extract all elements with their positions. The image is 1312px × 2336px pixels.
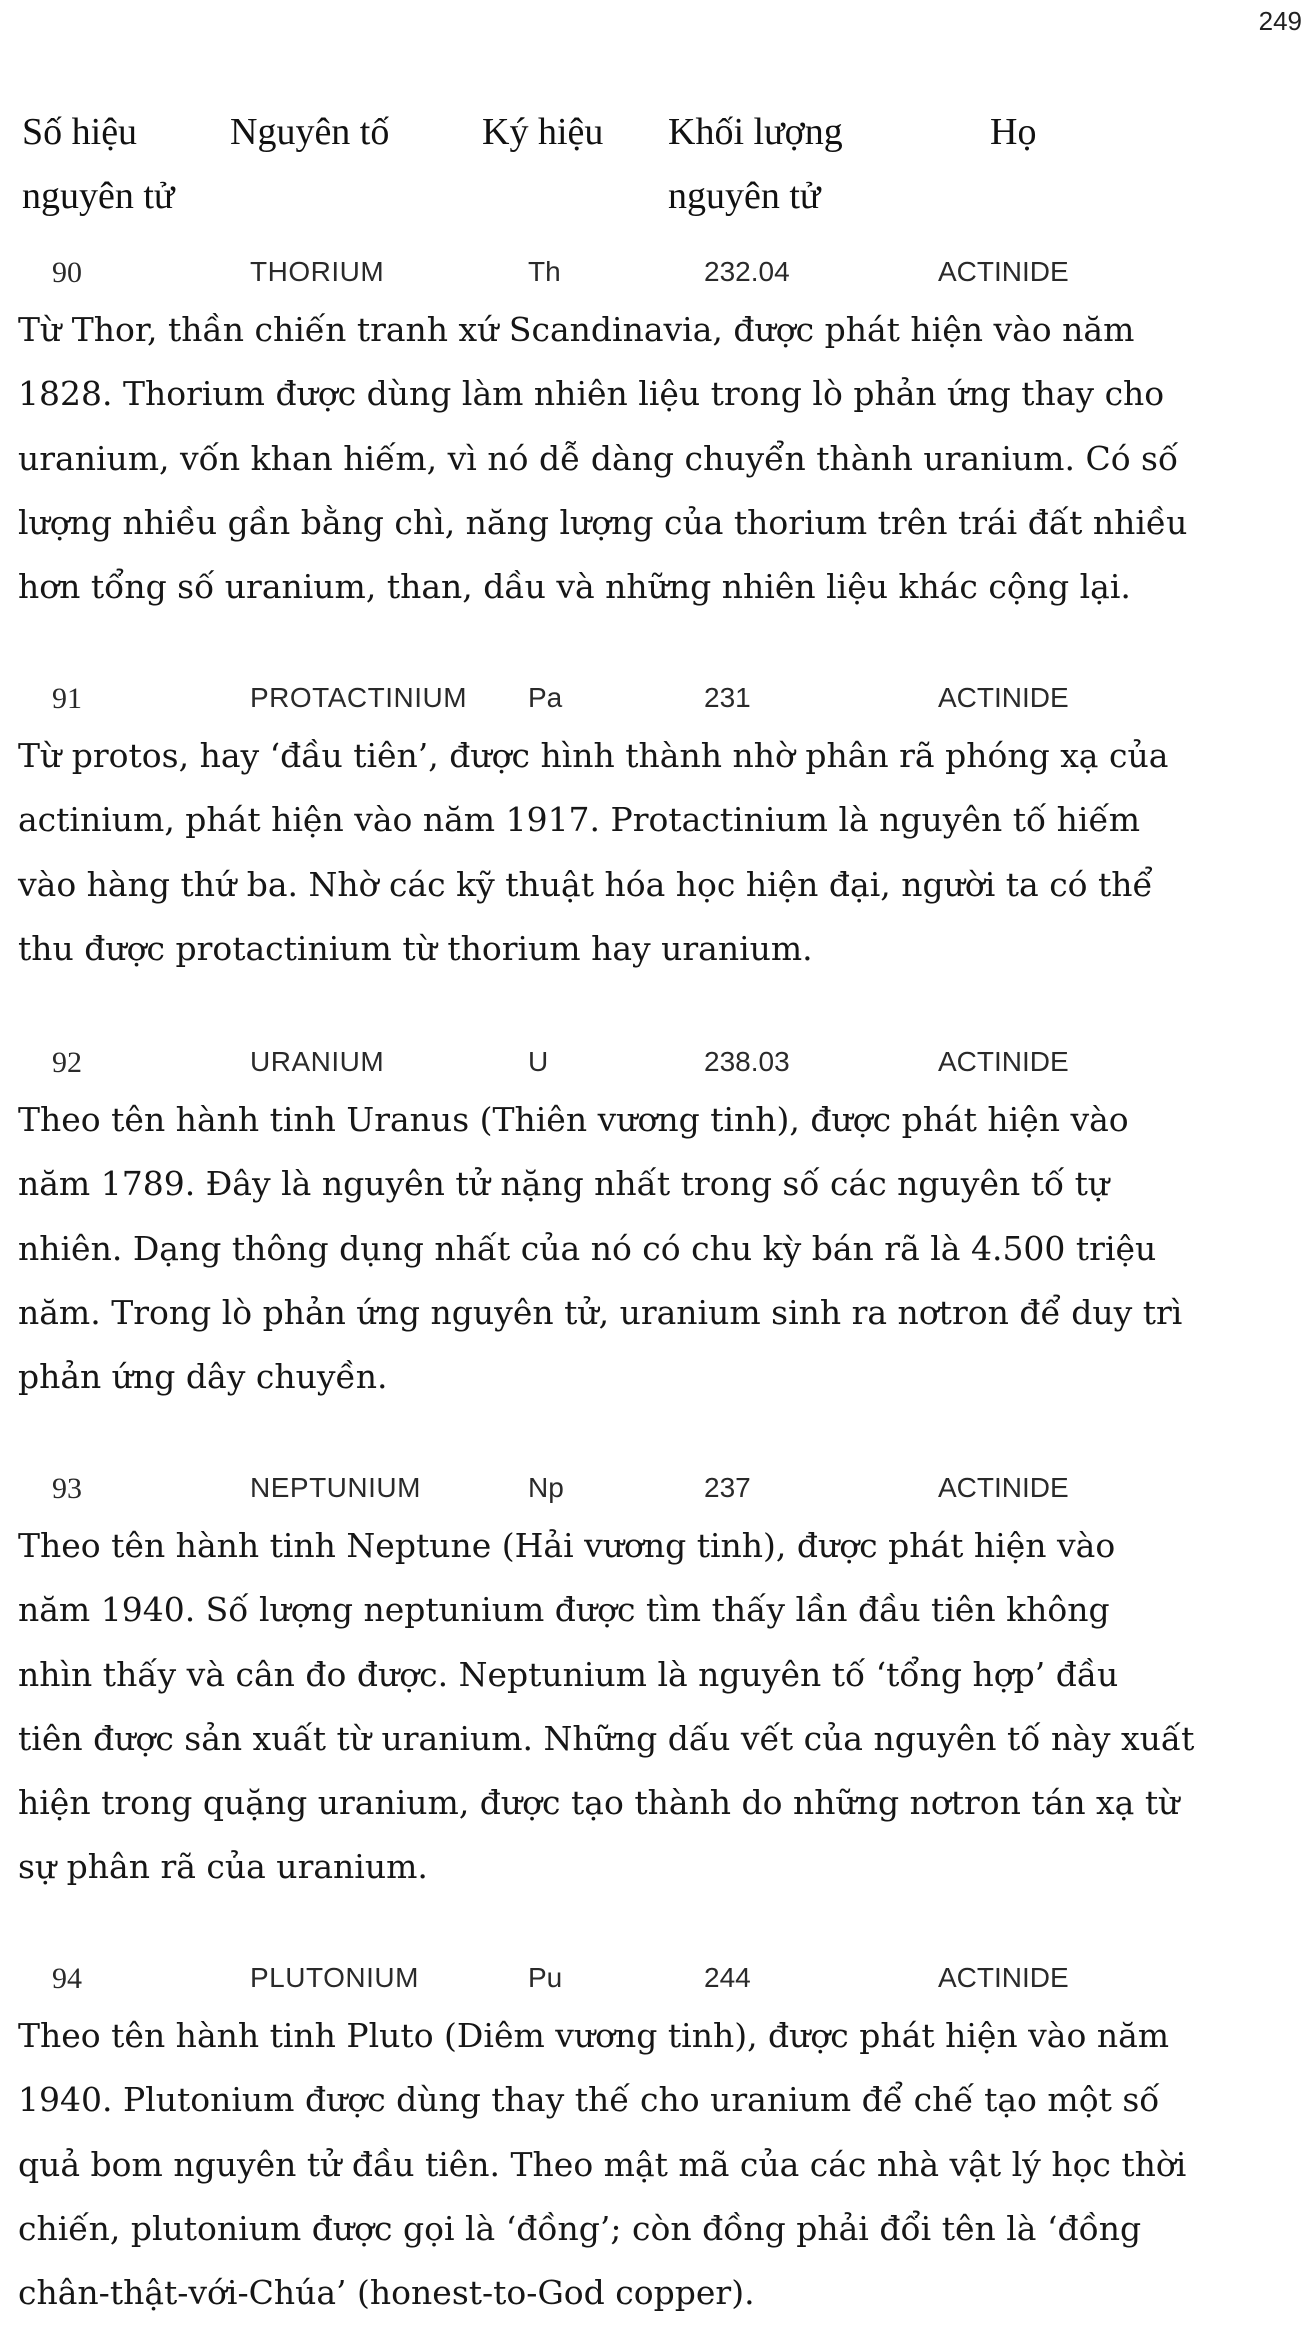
element-symbol: Pa bbox=[528, 682, 563, 713]
element-description bbox=[0, 2004, 1238, 2325]
atomic-mass: 232.04 bbox=[704, 256, 790, 287]
atomic-number: 91 bbox=[52, 682, 82, 715]
atomic-number: 93 bbox=[52, 1472, 82, 1505]
atomic-number: 90 bbox=[52, 256, 82, 289]
description-line: uranium, vốn khan hiếm, vì nó dễ dàng chuyển thành uranium. Có số bbox=[18, 438, 1179, 478]
header-atomic-number-line2: nguyên tử bbox=[22, 175, 175, 217]
description-line: 1828. Thorium được dùng làm nhiên liệu trong lò phản ứng thay cho bbox=[18, 374, 1165, 414]
description-line: thu được protactinium từ thorium hay uranium. bbox=[18, 928, 813, 968]
element-description bbox=[0, 1514, 1238, 1900]
description-line: Theo tên hành tinh Pluto (Diêm vương tinh), được phát hiện vào năm bbox=[18, 2016, 1170, 2055]
element-symbol: Pu bbox=[528, 1962, 563, 1993]
description-line: Theo tên hành tinh Uranus (Thiên vương tinh), được phát hiện vào bbox=[18, 1100, 1129, 1139]
element-name: URANIUM bbox=[250, 1046, 385, 1077]
element-entry bbox=[0, 676, 1312, 981]
atomic-mass: 231 bbox=[704, 682, 751, 713]
description-line: hơn tổng số uranium, than, dầu và những nhiên liệu khác cộng lại. bbox=[18, 567, 1131, 607]
header-atomic-number: Số hiệu bbox=[22, 111, 138, 153]
element-entry bbox=[0, 1956, 1312, 2325]
atomic-number: 92 bbox=[52, 1046, 82, 1079]
description-line: năm 1940. Số lượng neptunium được tìm thấy lần đầu tiên không bbox=[18, 1590, 1110, 1630]
element-symbol: Np bbox=[528, 1472, 564, 1503]
element-description bbox=[0, 724, 1238, 981]
description-line: năm 1789. Đây là nguyên tử nặng nhất trong số các nguyên tố tự bbox=[18, 1164, 1110, 1204]
page-number: 249 bbox=[1258, 6, 1302, 36]
description-line: tiên được sản xuất từ uranium. Những dấu vết của nguyên tố này xuất bbox=[18, 1718, 1195, 1758]
description-line: sự phân rã của uranium. bbox=[18, 1847, 428, 1887]
element-family: ACTINIDE bbox=[938, 1046, 1069, 1077]
element-family: ACTINIDE bbox=[938, 256, 1069, 287]
element-symbol: Th bbox=[528, 256, 561, 287]
description-line: Từ protos, hay ‘đầu tiên’, được hình thành nhờ phân rã phóng xạ của bbox=[18, 736, 1169, 775]
description-line: actinium, phát hiện vào năm 1917. Protactinium là nguyên tố hiếm bbox=[18, 800, 1141, 840]
description-line: vào hàng thứ ba. Nhờ các kỹ thuật hóa học hiện đại, người ta có thể bbox=[18, 864, 1153, 904]
description-line: chân-thật-với-Chúa’ (honest-to-God copper). bbox=[18, 2273, 755, 2313]
description-line: chiến, plutonium được gọi là ‘đồng’; còn đồng phải đổi tên là ‘đồng bbox=[18, 2208, 1142, 2248]
header-atomic-mass-line2: nguyên tử bbox=[668, 175, 821, 217]
element-family: ACTINIDE bbox=[938, 1472, 1069, 1503]
element-data-row bbox=[0, 1040, 1312, 1088]
element-data-row bbox=[0, 1956, 1312, 2004]
description-line: lượng nhiều gần bằng chì, năng lượng của thorium trên trái đất nhiều bbox=[18, 502, 1188, 542]
description-line: năm. Trong lò phản ứng nguyên tử, uranium sinh ra nơtron để duy trì bbox=[18, 1292, 1183, 1332]
header-atomic-mass: Khối lượng bbox=[668, 111, 843, 153]
description-line: Theo tên hành tinh Neptune (Hải vương tinh), được phát hiện vào bbox=[18, 1526, 1116, 1565]
element-name: NEPTUNIUM bbox=[250, 1472, 421, 1503]
element-data-row bbox=[0, 676, 1312, 724]
element-description bbox=[0, 298, 1238, 619]
description-line: nhìn thấy và cân đo được. Neptunium là nguyên tố ‘tổng hợp’ đầu bbox=[18, 1654, 1119, 1694]
description-line: nhiên. Dạng thông dụng nhất của nó có chu kỳ bán rã là 4.500 triệu bbox=[18, 1228, 1157, 1268]
header-family: Họ bbox=[990, 111, 1037, 153]
description-line: Từ Thor, thần chiến tranh xứ Scandinavia, được phát hiện vào năm bbox=[18, 310, 1135, 349]
element-family: ACTINIDE bbox=[938, 682, 1069, 713]
element-entry bbox=[0, 1040, 1312, 1409]
element-entry bbox=[0, 250, 1312, 619]
table-header bbox=[0, 100, 1312, 250]
description-line: quả bom nguyên tử đầu tiên. Theo mật mã của các nhà vật lý học thời bbox=[18, 2144, 1187, 2184]
element-symbol: U bbox=[528, 1046, 549, 1077]
atomic-number: 94 bbox=[52, 1962, 82, 1995]
atomic-mass: 244 bbox=[704, 1962, 751, 1993]
description-line: phản ứng dây chuyền. bbox=[18, 1357, 388, 1397]
element-name: THORIUM bbox=[250, 256, 385, 287]
element-data-row bbox=[0, 250, 1312, 298]
atomic-mass: 238.03 bbox=[704, 1046, 790, 1077]
element-entry bbox=[0, 1466, 1312, 1900]
description-line: 1940. Plutonium được dùng thay thế cho uranium để chế tạo một số bbox=[18, 2080, 1160, 2120]
element-name: PLUTONIUM bbox=[250, 1962, 419, 1993]
atomic-mass: 237 bbox=[704, 1472, 751, 1503]
element-name: PROTACTINIUM bbox=[250, 682, 468, 713]
header-symbol: Ký hiệu bbox=[482, 111, 604, 153]
element-data-row bbox=[0, 1466, 1312, 1514]
description-line: hiện trong quặng uranium, được tạo thành do những nơtron tán xạ từ bbox=[18, 1783, 1180, 1823]
element-family: ACTINIDE bbox=[938, 1962, 1069, 1993]
header-element: Nguyên tố bbox=[230, 111, 390, 153]
element-description bbox=[0, 1088, 1238, 1409]
